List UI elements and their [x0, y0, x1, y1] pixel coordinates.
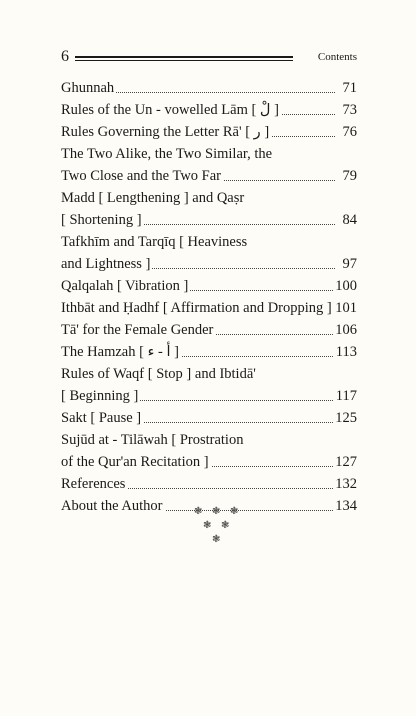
ornament-icon: ❃ ❃ ❃ ❃ ❃ ❃ [194, 506, 239, 545]
entry-title-line1: Rules of Waqf [ Stop ] and Ibtidā' [61, 366, 256, 382]
entry-page: 73 [341, 99, 358, 121]
entry-page: 117 [334, 385, 357, 407]
entry-title-line1: The Two Alike, the Two Similar, the [61, 146, 273, 162]
toc-entry[interactable] [61, 407, 357, 429]
toc-entry[interactable] [61, 253, 357, 275]
toc-entry[interactable] [61, 341, 357, 363]
toc-entry-line1 [61, 363, 357, 385]
entry-title: Two Close and the Two Far [61, 165, 223, 187]
entry-page: 97 [341, 253, 358, 275]
entry-title: Ithbāt and Ḥadhf [ Affirmation and Dropping ] [61, 297, 334, 319]
toc-entry[interactable] [61, 451, 357, 473]
entry-title: Tā' for the Female Gender [61, 319, 215, 341]
table-of-contents [61, 77, 357, 517]
entry-title-line1: Madd [ Lengthening ] and Qaṣr [61, 190, 245, 206]
page-header [61, 47, 357, 67]
running-head: Contents [317, 51, 357, 63]
toc-entry[interactable] [61, 319, 357, 341]
toc-entry[interactable] [61, 121, 357, 143]
page-number: 6 [61, 48, 69, 65]
toc-entry-line1 [61, 429, 357, 451]
entry-title: References [61, 473, 127, 495]
toc-entry[interactable] [61, 275, 357, 297]
entry-page: 125 [333, 407, 357, 429]
toc-entry[interactable] [61, 297, 357, 319]
toc-entry-line1 [61, 143, 357, 165]
toc-entry[interactable] [61, 99, 357, 121]
toc-entry-line1 [61, 187, 357, 209]
entry-page: 101 [333, 297, 357, 319]
entry-title-line1: Sujūd at - Tilāwah [ Prostration [61, 432, 244, 448]
entry-title: About the Author [61, 495, 165, 517]
toc-entry[interactable] [61, 473, 357, 495]
entry-title: [ Shortening ] [61, 209, 144, 231]
entry-title: and Lightness ] [61, 253, 152, 275]
entry-title: The Hamzah [ أ - ء ] [61, 341, 181, 363]
entry-title: of the Qur'an Recitation ] [61, 451, 211, 473]
entry-page: 71 [341, 77, 358, 99]
entry-page: 127 [333, 451, 357, 473]
toc-entry[interactable] [61, 385, 357, 407]
entry-title: Sakt [ Pause ] [61, 407, 143, 429]
entry-page: 84 [341, 209, 358, 231]
entry-page: 113 [334, 341, 357, 363]
entry-title-line1: Tafkhīm and Tarqīq [ Heaviness [61, 234, 248, 250]
entry-page: 106 [333, 319, 357, 341]
toc-entry[interactable] [61, 209, 357, 231]
header-rule [75, 56, 293, 61]
entry-page: 132 [333, 473, 357, 495]
toc-entry-line1 [61, 231, 357, 253]
toc-entry[interactable] [61, 77, 357, 99]
toc-entry[interactable] [61, 165, 357, 187]
entry-title: Qalqalah [ Vibration ] [61, 275, 190, 297]
entry-title: Ghunnah [61, 77, 116, 99]
entry-page: 79 [341, 165, 358, 187]
entry-page: 100 [333, 275, 357, 297]
entry-title: Rules Governing the Letter Rā' [ ر ] [61, 121, 271, 143]
entry-page: 76 [341, 121, 358, 143]
entry-title: Rules of the Un - vowelled Lām [ لْ ] [61, 99, 281, 121]
entry-title: [ Beginning ] [61, 385, 140, 407]
entry-page: 134 [333, 495, 357, 517]
